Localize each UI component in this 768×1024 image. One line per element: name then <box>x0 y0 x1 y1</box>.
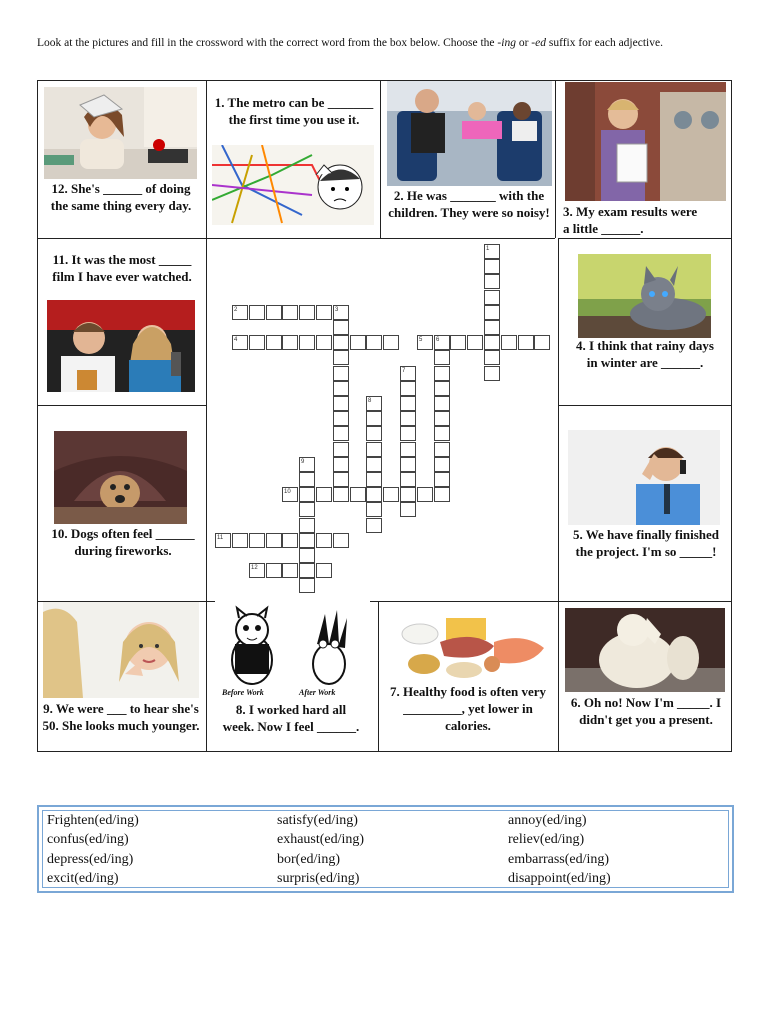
ing-suffix: -ing <box>497 37 516 49</box>
crossword-cell[interactable] <box>383 487 399 502</box>
crossword-cell[interactable] <box>350 335 366 350</box>
word-exhaust: exhaust(ed/ing) <box>277 832 365 847</box>
crossword-cell[interactable] <box>333 305 349 320</box>
clue-11: 11. It was the most _____ film I have ever watched. <box>52 252 192 284</box>
worried-student-photo <box>565 82 726 201</box>
instructions <box>37 35 737 52</box>
crossword-number: 7 <box>402 368 406 374</box>
crossword-cell[interactable] <box>400 472 416 487</box>
healthy-food-photo <box>394 612 546 684</box>
crossword-cell[interactable] <box>333 366 349 381</box>
crossword-cell[interactable] <box>400 442 416 457</box>
crossword-cell[interactable] <box>484 244 500 259</box>
word-excit: excit(ed/ing) <box>47 871 119 886</box>
instructions-or: or <box>515 37 532 49</box>
crossword-cell[interactable] <box>249 335 265 350</box>
crossword-cell[interactable] <box>333 396 349 411</box>
crossword-cell[interactable] <box>232 305 248 320</box>
crossword-cell[interactable] <box>366 502 382 517</box>
crossword-cell[interactable] <box>299 578 315 593</box>
word-bor: bor(ed/ing) <box>277 852 340 867</box>
crossword-cell[interactable] <box>434 457 450 472</box>
crossword-cell[interactable] <box>400 366 416 381</box>
crossword-cell[interactable] <box>249 305 265 320</box>
crossword-cell[interactable] <box>366 411 382 426</box>
crossword-cell[interactable] <box>434 396 450 411</box>
crossword-cell[interactable] <box>417 335 433 350</box>
crossword-cell[interactable] <box>333 320 349 335</box>
crossword-cell[interactable] <box>434 442 450 457</box>
clue-8: 8. I worked hard all week. Now I feel ______. <box>222 702 360 734</box>
crossword-cell[interactable] <box>333 350 349 365</box>
clue-4: 4. I think that rainy days in winter are ______. <box>576 338 714 370</box>
crossword-cell[interactable] <box>316 305 332 320</box>
divider <box>558 405 732 406</box>
crossword-cell[interactable] <box>534 335 550 350</box>
crossword-cell[interactable] <box>434 426 450 441</box>
word-frighten: Frighten(ed/ing) <box>47 813 139 828</box>
crossword-cell[interactable] <box>299 548 315 563</box>
divider <box>378 601 379 752</box>
crossword-cell[interactable] <box>333 533 349 548</box>
crossword-cell[interactable] <box>232 533 248 548</box>
crossword-cell[interactable] <box>450 335 466 350</box>
crossword-cell[interactable] <box>400 457 416 472</box>
word-embarrass: embarrass(ed/ing) <box>508 852 610 867</box>
clue-2: 2. He was _______ with the children. They were so noisy! <box>388 188 550 220</box>
embarrassed-polar-bear-photo <box>565 608 725 692</box>
crossword-cell[interactable] <box>266 305 282 320</box>
crossword-cell[interactable] <box>266 533 282 548</box>
smiling-women-photo <box>43 602 199 698</box>
crossword-cell[interactable] <box>400 426 416 441</box>
crossword-cell[interactable] <box>282 487 298 502</box>
cinema-couple-photo <box>47 300 195 392</box>
crossword-cell[interactable] <box>434 472 450 487</box>
before-after-work-cartoon <box>217 604 362 700</box>
crossword-cell[interactable] <box>266 335 282 350</box>
word-satisfy: satisfy(ed/ing) <box>277 813 358 828</box>
crossword-cell[interactable] <box>333 335 349 350</box>
divider <box>380 80 381 238</box>
word-box <box>37 805 734 893</box>
crossword-cell[interactable] <box>282 305 298 320</box>
crossword-cell[interactable] <box>333 381 349 396</box>
crossword-cell[interactable] <box>333 426 349 441</box>
word-surpris: surpris(ed/ing) <box>277 871 360 886</box>
crossword-cell[interactable] <box>249 563 265 578</box>
word-confus: confus(ed/ing) <box>47 832 129 847</box>
crossword-cell[interactable] <box>316 487 332 502</box>
crossword-cell[interactable] <box>299 305 315 320</box>
crossword-cell[interactable] <box>366 426 382 441</box>
clue-5: 5. We have finally finished the project. I'm so _____! <box>572 527 720 559</box>
crossword-cell[interactable] <box>366 396 382 411</box>
crossword-cell[interactable] <box>333 442 349 457</box>
crossword-cell[interactable] <box>434 381 450 396</box>
cat-rainy-photo <box>578 254 711 338</box>
word-depress: depress(ed/ing) <box>47 852 134 867</box>
divider <box>37 405 207 406</box>
crossword-cell[interactable] <box>366 472 382 487</box>
crossword-cell[interactable] <box>299 533 315 548</box>
divider <box>555 80 556 238</box>
divider <box>37 238 207 239</box>
crossword-cell[interactable] <box>366 487 382 502</box>
crossword-number: 10 <box>284 489 291 495</box>
crossword-cell[interactable] <box>316 533 332 548</box>
crossword-cell[interactable] <box>484 274 500 289</box>
crossword-cell[interactable] <box>400 487 416 502</box>
crossword-cell[interactable] <box>484 366 500 381</box>
crossword-cell[interactable] <box>299 335 315 350</box>
crossword-cell[interactable] <box>333 457 349 472</box>
crossword-cell[interactable] <box>232 335 248 350</box>
crossword-cell[interactable] <box>299 487 315 502</box>
instructions-text-end: suffix for each adjective. <box>545 37 663 49</box>
crossword-cell[interactable] <box>282 563 298 578</box>
crossword-cell[interactable] <box>299 502 315 517</box>
word-disappoint: disappoint(ed/ing) <box>508 871 611 886</box>
crossword-cell[interactable] <box>400 502 416 517</box>
crossword-cell[interactable] <box>484 290 500 305</box>
divider <box>558 238 732 239</box>
crossword-cell[interactable] <box>467 335 483 350</box>
crossword-cell[interactable] <box>383 335 399 350</box>
crossword-cell[interactable] <box>434 487 450 502</box>
crossword-number: 1 <box>486 246 490 252</box>
crossword-cell[interactable] <box>350 487 366 502</box>
airplane-children-photo <box>387 81 552 186</box>
crossword-cell[interactable] <box>366 518 382 533</box>
crossword-cell[interactable] <box>484 259 500 274</box>
crossword-number: 4 <box>234 337 238 343</box>
crossword-cell[interactable] <box>299 472 315 487</box>
crossword-cell[interactable] <box>434 366 450 381</box>
crossword-cell[interactable] <box>366 457 382 472</box>
crossword-cell[interactable] <box>282 533 298 548</box>
sad-dog-photo <box>54 431 187 524</box>
crossword-cell[interactable] <box>299 563 315 578</box>
metro-map-image <box>212 145 374 225</box>
crossword-cell[interactable] <box>333 472 349 487</box>
crossword-cell[interactable] <box>501 335 517 350</box>
crossword-cell[interactable] <box>434 335 450 350</box>
crossword-number: 12 <box>251 565 258 571</box>
crossword-cell[interactable] <box>366 335 382 350</box>
crossword-cell[interactable] <box>417 487 433 502</box>
crossword-cell[interactable] <box>299 518 315 533</box>
word-reliev: reliev(ed/ing) <box>508 832 585 847</box>
crossword-number: 5 <box>419 337 423 343</box>
crossword-cell[interactable] <box>333 411 349 426</box>
ed-suffix: -ed <box>531 37 546 49</box>
instructions-text: Look at the pictures and fill in the crossword with the correct word from the box below. Choose the <box>37 37 498 49</box>
crossword-cell[interactable] <box>333 487 349 502</box>
clue-9: 9. We were ___ to hear she's 50. She looks much younger. <box>42 701 200 733</box>
crossword-cell[interactable] <box>282 335 298 350</box>
crossword-cell[interactable] <box>434 350 450 365</box>
crossword-cell[interactable] <box>518 335 534 350</box>
clue-10: 10. Dogs often feel ______ during fireworks. <box>51 526 195 558</box>
crossword-cell[interactable] <box>484 305 500 320</box>
crossword-cell[interactable] <box>366 442 382 457</box>
stressed-woman-photo <box>44 87 197 179</box>
crossword-number: 2 <box>234 307 238 313</box>
crossword-cell[interactable] <box>400 381 416 396</box>
clue-1: 1. The metro can be _______ the first time you use it. <box>214 95 374 127</box>
crossword-cell[interactable] <box>484 350 500 365</box>
crossword-cell[interactable] <box>249 533 265 548</box>
crossword-number: 3 <box>335 307 339 313</box>
crossword-number: 11 <box>217 535 224 541</box>
clue-6: 6. Oh no! Now I'm _____. I didn't get you a present. <box>570 695 722 727</box>
clue-7: 7. Healthy food is often very _________, yet lower in calories. <box>390 684 546 733</box>
crossword-cell[interactable] <box>316 335 332 350</box>
after-work-label: After Work <box>299 688 336 697</box>
crossword-cell[interactable] <box>434 411 450 426</box>
crossword-number: 9 <box>301 459 305 465</box>
crossword-number: 8 <box>368 398 372 404</box>
before-work-label: Before Work <box>222 688 264 697</box>
crossword-cell[interactable] <box>316 563 332 578</box>
crossword-cell[interactable] <box>400 411 416 426</box>
crossword-cell[interactable] <box>484 335 500 350</box>
relieved-man-photo <box>568 430 720 525</box>
clue-3: 3. My exam results were a little ______. <box>563 204 698 236</box>
word-annoy: annoy(ed/ing) <box>508 813 587 828</box>
crossword-grid <box>206 238 560 602</box>
crossword-cell[interactable] <box>484 320 500 335</box>
crossword-cell[interactable] <box>299 457 315 472</box>
crossword-cell[interactable] <box>215 533 231 548</box>
crossword-cell[interactable] <box>266 563 282 578</box>
crossword-cell[interactable] <box>400 396 416 411</box>
crossword-number: 6 <box>436 337 440 343</box>
clue-12: 12. She's ______ of doing the same thing every day. <box>50 181 192 213</box>
